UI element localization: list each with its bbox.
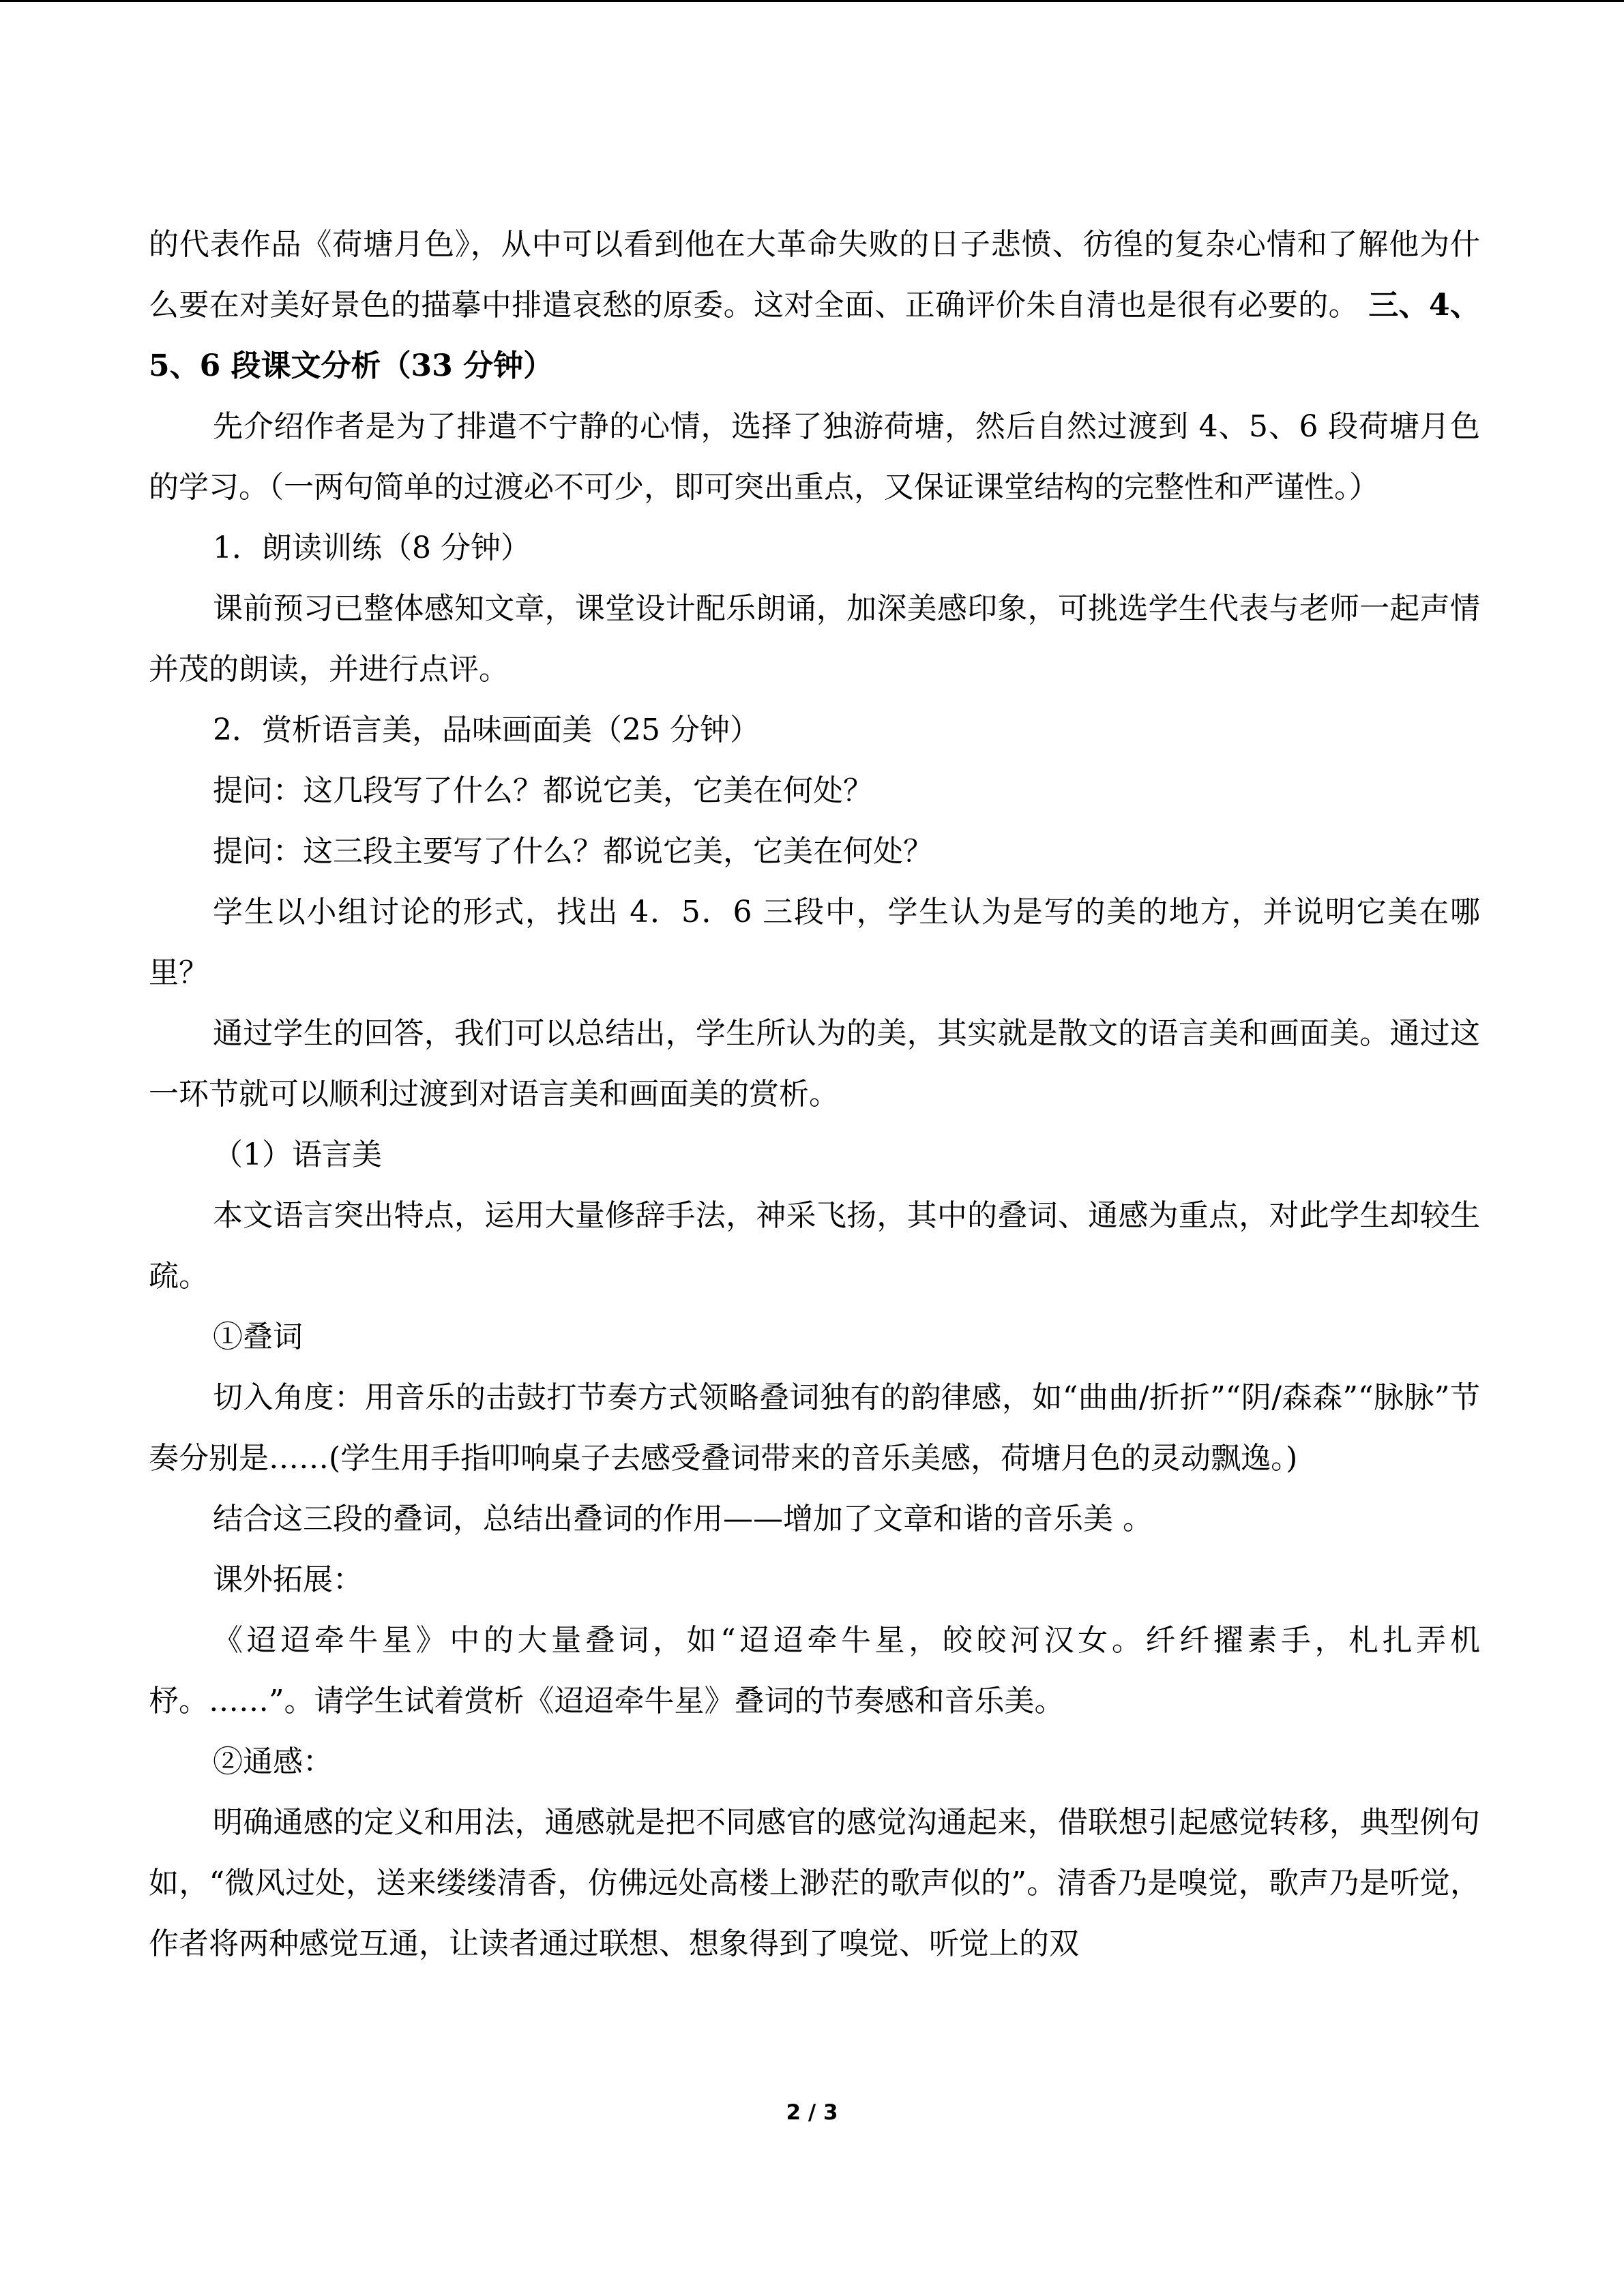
question-1: 提问：这几段写了什么？都说它美，它美在何处？ bbox=[213, 773, 873, 808]
top-border-line bbox=[0, 0, 1624, 2]
item-heading-appreciation: 2．赏析语言美，品味画面美（25 分钟） bbox=[213, 713, 760, 747]
paragraph-transition: 先介绍作者是为了排遣不宁静的心情，选择了独游荷塘，然后自然过渡到 4、5、6 段荷塘月色的学习。（一两句简单的过渡必不可少，即可突出重点，又保证课堂结构的完整性和严谨性。） bbox=[149, 409, 1480, 505]
section-heading-3: 三、4、5、6 段课文分析（33 分钟） bbox=[149, 288, 1480, 383]
paragraph-reading: 课前预习已整体感知文章，课堂设计配乐朗诵，加深美感印象，可挑选学生代表与老师一起声情并茂的朗读，并进行点评。 bbox=[149, 591, 1480, 687]
paragraph-group-discussion: 学生以小组讨论的形式，找出 4．5．6 三段中，学生认为是写的美的地方，并说明它美在哪里？ bbox=[149, 895, 1480, 990]
paragraph-continuation bbox=[149, 214, 1480, 396]
paragraph-synesthesia: 明确通感的定义和用法，通感就是把不同感官的感觉沟通起来，借联想引起感觉转移，典型例句如，“微风过处，送来缕缕清香，仿佛远处高楼上渺茫的歌声似的”。清香乃是嗅觉，歌声乃是听觉，作者将两种感觉互通，让读者通过联想、想象得到了嗅觉、听觉上的双 bbox=[149, 1805, 1480, 1961]
paragraph-extension-example: 《迢迢牵牛星》中的大量叠词，如“迢迢牵牛星，皎皎河汉女。纤纤擢素手，札扎弄机杼。……”。请学生试着赏析《迢迢牵牛星》叠词的节奏感和音乐美。 bbox=[149, 1623, 1480, 1718]
paragraph-reduplication-function: 结合这三段的叠词，总结出叠词的作用——增加了文章和谐的音乐美 。 bbox=[213, 1502, 1153, 1536]
sub-heading-reduplication: ①叠词 bbox=[213, 1320, 303, 1354]
page-number: 2 / 3 bbox=[786, 2100, 838, 2125]
paragraph-language-features: 本文语言突出特点，运用大量修辞手法，神采飞扬，其中的叠词、通感为重点，对此学生却较生疏。 bbox=[149, 1198, 1480, 1294]
paragraph-reduplication-approach: 切入角度：用音乐的击鼓打节奏方式领略叠词独有的韵律感，如“曲曲/折折”“阴/森森”“脉脉”节奏分别是……(学生用手指叩响桌子去感受叠词带来的音乐美感，荷塘月色的灵动飘逸。) bbox=[149, 1380, 1480, 1476]
paragraph-continuation-text: 的代表作品《荷塘月色》，从中可以看到他在大革命失败的日子悲愤、彷徨的复杂心情和了解他为什么要在对美好景色的描摹中排遣哀愁的原委。这对全面、正确评价朱自清也是很有必要的。 bbox=[149, 227, 1480, 323]
sub-heading-language-beauty: （1）语言美 bbox=[213, 1137, 382, 1172]
paragraph-extension-label: 课外拓展： bbox=[213, 1562, 363, 1597]
paragraph-summary: 通过学生的回答，我们可以总结出，学生所认为的美，其实就是散文的语言美和画面美。通过这一环节就可以顺利过渡到对语言美和画面美的赏析。 bbox=[149, 1016, 1480, 1112]
question-2: 提问：这三段主要写了什么？都说它美，它美在何处？ bbox=[213, 834, 933, 869]
sub-heading-synesthesia: ②通感： bbox=[213, 1744, 333, 1779]
item-heading-reading: 1．朗读训练（8 分钟） bbox=[213, 531, 531, 565]
document-body bbox=[149, 214, 1480, 1974]
